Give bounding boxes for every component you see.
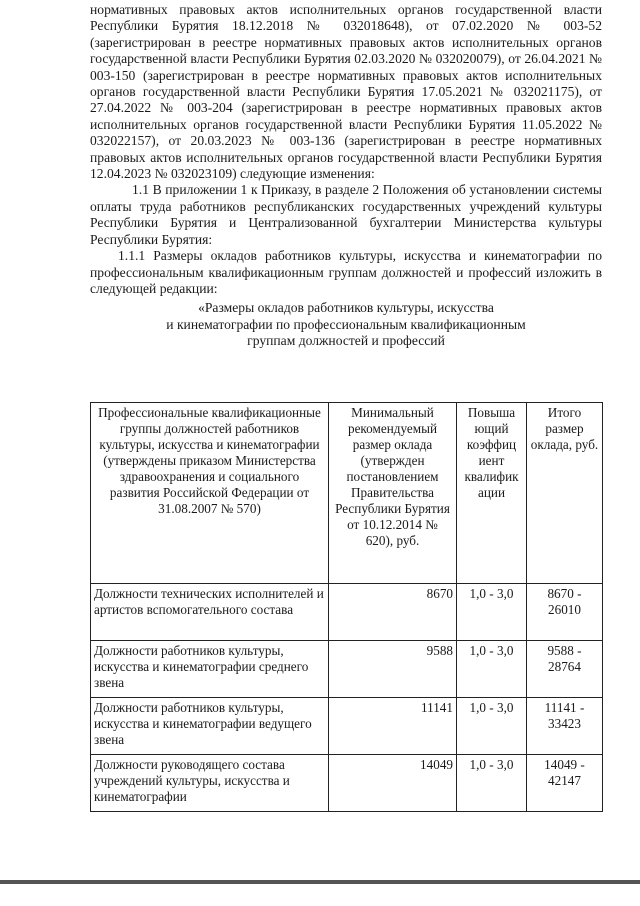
cell-min-salary: 9588 (329, 641, 457, 698)
cell-group: Должности работников культуры, искусства и кинематографии ведущего звена (91, 698, 329, 755)
scan-edge-divider (0, 880, 640, 884)
header-coefficient: Повыша ющий коэффиц иент квалифик ации (457, 403, 527, 584)
table-row (91, 584, 603, 641)
cell-coefficient: 1,0 - 3,0 (457, 698, 527, 755)
header-qualification-groups: Профессиональные квалификационные группы должностей работников культуры, искусства и кинематографии (утверждены приказом Министерства здравоохранения и социального развития Российской Федерации от 31.08.2007 № 570) (91, 403, 329, 584)
table-title-line: «Размеры окладов работников культуры, искусства (198, 300, 494, 316)
table-title-line: группам должностей и профессий (247, 333, 445, 349)
cell-group: Должности работников культуры, искусства и кинематографии среднего звена (91, 641, 329, 698)
cell-total: 8670 - 26010 (527, 584, 603, 641)
cell-group: Должности руководящего состава учреждений культуры, искусства и кинематографии (91, 755, 329, 812)
cell-total: 9588 - 28764 (527, 641, 603, 698)
cell-coefficient: 1,0 - 3,0 (457, 641, 527, 698)
cell-min-salary: 8670 (329, 584, 457, 641)
header-min-salary: Минимальный рекомендуемый размер оклада (утвержден постановлением Правительства Республики Бурятия от 10.12.2014 № 620), руб. (329, 403, 457, 584)
header-total-salary: Итого размер оклада, руб. (527, 403, 603, 584)
cell-min-salary: 11141 (329, 698, 457, 755)
cell-total: 11141 - 33423 (527, 698, 603, 755)
cell-coefficient: 1,0 - 3,0 (457, 755, 527, 812)
table-row (91, 641, 603, 698)
table-row (91, 698, 603, 755)
cell-group: Должности технических исполнителей и артистов вспомогательного состава (91, 584, 329, 641)
salary-table (90, 402, 603, 812)
cell-total: 14049 - 42147 (527, 755, 603, 812)
table-title (90, 300, 602, 349)
paragraph-amendments: нормативных правовых актов исполнительных органов государственной власти Республики Бурятия 18.12.2018 № 032018648), от 07.02.2020 № 003-52 (зарегистрирован в реестре нормативных правовых актов исполнительных органов государственной власти Республики Бурятия 02.03.2020 № 032020079), от 26.04.2021 № 003-150 (зарегистрирован в реестре нормативных правовых актов исполнительных органов государственной власти Республики Бурятия 17.05.2021 № 032021175), от 27.04.2022 № 003-204 (зарегистрирован в реестре нормативных правовых актов исполнительных органов государственной власти Республики Бурятия 11.05.2022 № 032022157), от 20.03.2023 № 003-136 (зарегистрирован в реестре нормативных правовых актов исполнительных органов государственной власти Республики Бурятия 12.04.2023 № 032023109) следующие изменения: (90, 2, 602, 182)
cell-min-salary: 14049 (329, 755, 457, 812)
cell-coefficient: 1,0 - 3,0 (457, 584, 527, 641)
table-row (91, 755, 603, 812)
table-title-line: и кинематографии по профессиональным квалификационным (166, 316, 526, 332)
table-header-row (91, 403, 603, 584)
paragraph-item-1-1-1: 1.1.1 Размеры окладов работников культуры, искусства и кинематографии по профессиональным квалификационным группам должностей и профессий изложить в следующей редакции: (90, 248, 602, 296)
paragraph-item-1-1: 1.1 В приложении 1 к Приказу, в разделе 2 Положения об установлении системы оплаты труда работников республиканских государственных учреждений культуры Республики Бурятия и Централизованной бухгалтерии Министерства культуры Республики Бурятия: (90, 182, 602, 247)
document-body (90, 2, 602, 350)
